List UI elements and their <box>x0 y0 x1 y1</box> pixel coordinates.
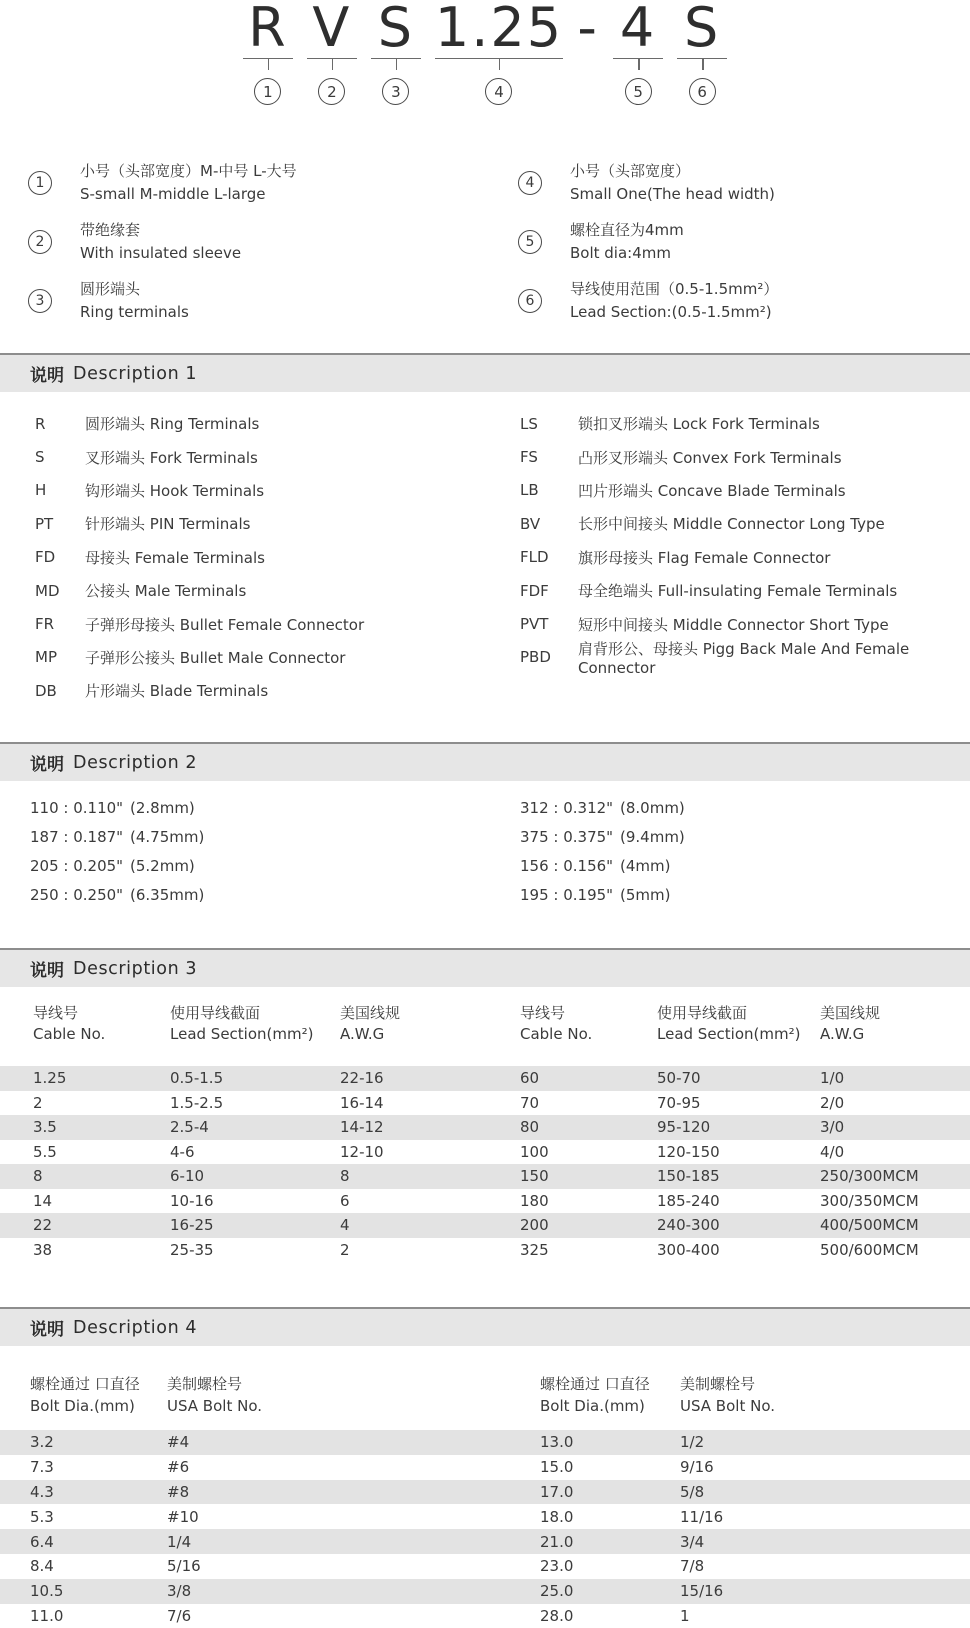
table-row <box>0 1189 970 1214</box>
column-header <box>167 1373 540 1417</box>
header-en: Cable No. <box>33 1025 106 1043</box>
size-code: 205 : 0.205" <box>30 856 124 875</box>
size-code: 250 : 0.250" <box>30 885 124 904</box>
cell: 240-300 <box>657 1216 720 1235</box>
terminal-code: PBD <box>520 648 551 667</box>
cell: 70-95 <box>657 1093 701 1112</box>
cell: 8.4 <box>30 1557 54 1576</box>
cable-table-header <box>0 1003 970 1045</box>
column-header <box>820 1003 970 1045</box>
cell: 2.5-4 <box>170 1118 209 1137</box>
table-row <box>0 1238 970 1263</box>
cell: 60 <box>520 1069 540 1088</box>
cell: 4-6 <box>170 1142 195 1161</box>
section-title-zh: 说明 <box>30 755 64 775</box>
circled-number: 1 <box>28 171 52 195</box>
legend-text-en: With insulated sleeve <box>80 244 242 262</box>
cell: 6-10 <box>170 1167 205 1186</box>
table-row <box>0 1604 970 1628</box>
table-row <box>0 1140 970 1165</box>
title-segment <box>371 2 421 105</box>
list-item <box>35 507 485 540</box>
header-en: Cable No. <box>520 1025 593 1043</box>
header-zh: 美国线规 <box>820 1004 881 1022</box>
cell: 100 <box>520 1142 549 1161</box>
cell: 21.0 <box>540 1532 574 1551</box>
header-en: Lead Section(mm²) <box>170 1025 314 1043</box>
cell: 2/0 <box>820 1093 845 1112</box>
cell: 10.5 <box>30 1582 64 1601</box>
segment-char: S <box>683 0 721 59</box>
terminal-description: 旗形母接头 Flag Female Connector <box>578 548 831 567</box>
size-mm: (6.35mm) <box>130 885 205 904</box>
table-row <box>0 1430 970 1455</box>
legend-text-en: Bolt dia:4mm <box>570 244 671 262</box>
list-item <box>30 852 485 881</box>
legend-text-zh: 圆形端头 <box>80 280 141 298</box>
cell: 3/4 <box>680 1532 705 1551</box>
circled-number: 3 <box>382 78 409 105</box>
circled-number: 6 <box>689 78 716 105</box>
legend-text <box>80 160 297 206</box>
cell: 200 <box>520 1216 549 1235</box>
legend-text-zh: 小号（头部宽度）M-中号 L-大号 <box>80 162 297 180</box>
bolt-table-header <box>0 1373 970 1417</box>
list-item <box>520 639 970 677</box>
cell: 7/6 <box>167 1606 192 1625</box>
header-zh: 使用导线截面 <box>170 1004 261 1022</box>
header-zh: 螺栓通过 口直径 <box>540 1375 650 1393</box>
circled-number: 2 <box>28 230 52 254</box>
table-row <box>0 1504 970 1529</box>
cell: 2 <box>33 1093 43 1112</box>
table-row <box>0 1164 970 1189</box>
title-segment <box>677 2 727 105</box>
terminal-description: 钩形端头 Hook Terminals <box>85 481 265 500</box>
circled-number: 3 <box>28 289 52 313</box>
cell: #8 <box>167 1482 190 1501</box>
cell: 3.2 <box>30 1433 54 1452</box>
cell: 5.3 <box>30 1507 54 1526</box>
circled-number: 1 <box>254 78 281 105</box>
terminal-type-list-left <box>0 407 485 708</box>
size-mm: (5.2mm) <box>130 856 195 875</box>
cell: 300-400 <box>657 1240 720 1259</box>
column-header <box>340 1003 520 1045</box>
table-row <box>0 1579 970 1604</box>
list-item <box>520 440 970 473</box>
terminal-description: 长形中间接头 Middle Connector Long Type <box>578 515 885 534</box>
cell: 120-150 <box>657 1142 720 1161</box>
cell: 22-16 <box>340 1069 384 1088</box>
list-item <box>35 440 485 473</box>
legend-text <box>80 278 189 324</box>
section-band-description-4 <box>0 1307 970 1346</box>
column-header <box>657 1003 820 1045</box>
legend-item <box>518 278 970 324</box>
list-item <box>35 641 485 674</box>
header-zh: 美制螺栓号 <box>167 1375 243 1393</box>
cell: 7.3 <box>30 1458 54 1477</box>
list-item <box>30 880 485 909</box>
legend-text-en: Small One(The head width) <box>570 185 775 203</box>
cell: 25.0 <box>540 1582 574 1601</box>
cell: 1 <box>680 1606 690 1625</box>
header-en: Bolt Dia.(mm) <box>540 1397 645 1415</box>
cell: 12-10 <box>340 1142 384 1161</box>
cell: 1/4 <box>167 1532 192 1551</box>
column-header <box>540 1373 680 1417</box>
segment-char: 1.25 <box>434 0 564 59</box>
cell: #6 <box>167 1458 190 1477</box>
cell: 10-16 <box>170 1191 214 1210</box>
header-zh: 导线号 <box>33 1004 79 1022</box>
title-segment <box>613 2 663 105</box>
list-item <box>520 880 970 909</box>
cell: 13.0 <box>540 1433 574 1452</box>
cell: 5/16 <box>167 1557 201 1576</box>
list-item <box>520 852 970 881</box>
bolt-table-body <box>0 1430 970 1628</box>
cell: 185-240 <box>657 1191 720 1210</box>
legend-text-zh: 小号（头部宽度） <box>570 162 691 180</box>
size-list-left <box>0 794 485 909</box>
cell: 2 <box>340 1240 350 1259</box>
section-title-en: Description 2 <box>73 752 198 773</box>
legend-item <box>28 160 485 206</box>
table-row <box>0 1091 970 1116</box>
cell: 150 <box>520 1167 549 1186</box>
terminal-description: 锁扣叉形端头 Lock Fork Terminals <box>578 415 820 434</box>
cell: 15/16 <box>680 1582 724 1601</box>
cell: 1/0 <box>820 1069 845 1088</box>
legend-item <box>28 278 485 324</box>
pointer-line <box>677 58 727 70</box>
segment-char: 4 <box>619 0 657 59</box>
list-item <box>35 674 485 707</box>
legend-text <box>570 278 778 324</box>
cell: 38 <box>33 1240 53 1259</box>
pointer-line <box>371 58 421 70</box>
circled-number: 2 <box>318 78 345 105</box>
terminal-code: PT <box>35 514 54 533</box>
terminal-description: 子弹形母接头 Bullet Female Connector <box>85 615 365 634</box>
list-item <box>30 794 485 823</box>
cell: 7/8 <box>680 1557 705 1576</box>
title-segment <box>307 2 357 105</box>
size-mm: (5mm) <box>620 885 671 904</box>
cell: 14-12 <box>340 1118 384 1137</box>
section-band-description-2 <box>0 742 970 781</box>
list-item <box>520 507 970 540</box>
terminal-description: 公接头 Male Terminals <box>85 582 247 601</box>
size-code: 156 : 0.156" <box>520 856 614 875</box>
cell: 28.0 <box>540 1606 574 1625</box>
pointer-line <box>613 58 663 70</box>
size-code: 110 : 0.110" <box>30 799 124 818</box>
title-segment-dash <box>577 0 599 59</box>
title-segment <box>435 2 563 105</box>
terminal-description: 叉形端头 Fork Terminals <box>85 448 258 467</box>
section-title-zh: 说明 <box>30 366 64 386</box>
table-row <box>0 1480 970 1505</box>
terminal-code: FDF <box>520 581 549 600</box>
legend-text-en: S-small M-middle L-large <box>80 185 266 203</box>
size-code-lists <box>0 794 970 909</box>
header-zh: 使用导线截面 <box>657 1004 748 1022</box>
terminal-description: 针形端头 PIN Terminals <box>85 515 251 534</box>
size-list-right <box>485 794 970 909</box>
cell: 16-25 <box>170 1216 214 1235</box>
cell: 95-120 <box>657 1118 711 1137</box>
cell: 1/2 <box>680 1433 705 1452</box>
column-header <box>520 1003 657 1045</box>
size-mm: (9.4mm) <box>620 828 685 847</box>
pointer-line <box>435 58 563 70</box>
terminal-code: LS <box>520 414 538 433</box>
list-item <box>520 823 970 852</box>
terminal-description: 片形端头 Blade Terminals <box>85 682 269 701</box>
list-item <box>35 574 485 607</box>
legend-left-column <box>0 160 485 324</box>
terminal-type-list-right <box>485 407 970 708</box>
header-en: A.W.G <box>820 1025 865 1043</box>
table-row <box>0 1529 970 1554</box>
circled-number: 5 <box>518 230 542 254</box>
column-header <box>33 1003 170 1045</box>
terminal-description: 短形中间接头 Middle Connector Short Type <box>578 615 889 634</box>
cell: 1.5-2.5 <box>170 1093 224 1112</box>
section-title-zh: 说明 <box>30 961 64 981</box>
cell: 325 <box>520 1240 549 1259</box>
cell: 0.5-1.5 <box>170 1069 224 1088</box>
segment-char: S <box>377 0 415 59</box>
legend-text-zh: 带绝缘套 <box>80 221 141 239</box>
pointer-line <box>307 58 357 70</box>
header-en: USA Bolt No. <box>167 1397 262 1415</box>
table-row <box>0 1213 970 1238</box>
terminal-code: FR <box>35 615 55 634</box>
list-item <box>35 607 485 640</box>
section-band-description-3 <box>0 948 970 987</box>
list-item <box>520 607 970 640</box>
cell: 3/8 <box>167 1582 192 1601</box>
header-en: Bolt Dia.(mm) <box>30 1397 135 1415</box>
list-item <box>520 794 970 823</box>
segment-char: V <box>312 0 352 59</box>
terminal-code: FS <box>520 448 538 467</box>
cell: 70 <box>520 1093 540 1112</box>
cell: 23.0 <box>540 1557 574 1576</box>
header-en: A.W.G <box>340 1025 385 1043</box>
legend-text-zh: 导线使用范围（0.5-1.5mm²） <box>570 280 779 298</box>
terminal-code: FLD <box>520 548 549 567</box>
legend-item <box>518 160 970 206</box>
segment-char: R <box>248 0 288 59</box>
cable-table-body <box>0 1066 970 1262</box>
terminal-type-lists <box>0 407 970 708</box>
terminal-description: 母全绝端头 Full-insulating Female Terminals <box>578 582 898 601</box>
cell: 22 <box>33 1216 53 1235</box>
circled-number: 5 <box>625 78 652 105</box>
terminal-code: MD <box>35 581 60 600</box>
table-row <box>0 1455 970 1480</box>
section-title-en: Description 1 <box>73 363 198 384</box>
legend-text <box>570 219 684 265</box>
cell: 9/16 <box>680 1458 714 1477</box>
list-item <box>30 823 485 852</box>
cell: 3.5 <box>33 1118 57 1137</box>
size-mm: (4mm) <box>620 856 671 875</box>
cell: 8 <box>33 1167 43 1186</box>
cell: 8 <box>340 1167 350 1186</box>
legend-text-en: Ring terminals <box>80 303 189 321</box>
terminal-description: 凹片形端头 Concave Blade Terminals <box>578 481 846 500</box>
table-row <box>0 1554 970 1579</box>
cell: 4 <box>340 1216 350 1235</box>
cell: 15.0 <box>540 1458 574 1477</box>
terminal-description: 母接头 Female Terminals <box>85 548 265 567</box>
cell: 5/8 <box>680 1482 705 1501</box>
cell: 500/600MCM <box>820 1240 919 1259</box>
list-item <box>35 474 485 507</box>
circled-number: 4 <box>518 171 542 195</box>
cell: 50-70 <box>657 1069 701 1088</box>
section-title-zh: 说明 <box>30 1320 64 1340</box>
cell: 3/0 <box>820 1118 845 1137</box>
table-row <box>0 1066 970 1091</box>
legend <box>0 160 970 324</box>
terminal-code: S <box>35 448 45 467</box>
terminal-description: 肩背形公、母接头 Pigg Back Male And Female Connector <box>578 639 910 677</box>
circled-number: 6 <box>518 289 542 313</box>
section-title-en: Description 4 <box>73 1317 198 1338</box>
legend-text <box>80 219 241 265</box>
cell: 4.3 <box>30 1482 54 1501</box>
title-segment <box>243 2 293 105</box>
cell: 180 <box>520 1191 549 1210</box>
size-mm: (4.75mm) <box>130 828 205 847</box>
header-zh: 导线号 <box>520 1004 566 1022</box>
size-code: 375 : 0.375" <box>520 828 614 847</box>
column-header <box>30 1373 167 1417</box>
pointer-line <box>243 58 293 70</box>
section-band-description-1 <box>0 353 970 392</box>
terminal-code: LB <box>520 481 539 500</box>
size-code: 195 : 0.195" <box>520 885 614 904</box>
section-title-en: Description 3 <box>73 958 198 979</box>
terminal-code: H <box>35 481 47 500</box>
circled-number: 4 <box>485 78 512 105</box>
legend-right-column <box>485 160 970 324</box>
size-code: 187 : 0.187" <box>30 828 124 847</box>
list-item <box>520 574 970 607</box>
cell: 16-14 <box>340 1093 384 1112</box>
cell: 11/16 <box>680 1507 724 1526</box>
size-mm: (2.8mm) <box>130 799 195 818</box>
part-number-title <box>0 2 970 105</box>
cell: 11.0 <box>30 1606 64 1625</box>
header-en: USA Bolt No. <box>680 1397 775 1415</box>
cell: 17.0 <box>540 1482 574 1501</box>
header-zh: 美国线规 <box>340 1004 401 1022</box>
size-mm: (8.0mm) <box>620 799 685 818</box>
list-item <box>35 541 485 574</box>
cell: 4/0 <box>820 1142 845 1161</box>
terminal-description: 圆形端头 Ring Terminals <box>85 415 260 434</box>
cell: 14 <box>33 1191 53 1210</box>
size-code: 312 : 0.312" <box>520 799 614 818</box>
header-en: Lead Section(mm²) <box>657 1025 801 1043</box>
cell: 18.0 <box>540 1507 574 1526</box>
legend-text-zh: 螺栓直径为4mm <box>570 221 684 239</box>
table-row <box>0 1115 970 1140</box>
terminal-code: PVT <box>520 615 549 634</box>
cell: 150-185 <box>657 1167 720 1186</box>
cell: 300/350MCM <box>820 1191 919 1210</box>
list-item <box>520 541 970 574</box>
column-header <box>170 1003 340 1045</box>
terminal-code: FD <box>35 548 56 567</box>
legend-text-en: Lead Section:(0.5-1.5mm²) <box>570 303 772 321</box>
column-header <box>680 1373 970 1417</box>
cell: 5.5 <box>33 1142 57 1161</box>
terminal-code: MP <box>35 648 57 667</box>
terminal-description: 子弹形公接头 Bullet Male Connector <box>85 648 346 667</box>
cell: 400/500MCM <box>820 1216 919 1235</box>
terminal-code: R <box>35 414 46 433</box>
cell: #10 <box>167 1507 199 1526</box>
cell: 6.4 <box>30 1532 54 1551</box>
segment-char: - <box>577 0 599 59</box>
cell: 80 <box>520 1118 540 1137</box>
terminal-code: BV <box>520 514 541 533</box>
cell: 1.25 <box>33 1069 67 1088</box>
cell: 6 <box>340 1191 350 1210</box>
list-item <box>520 474 970 507</box>
list-item <box>520 407 970 440</box>
cell: 250/300MCM <box>820 1167 919 1186</box>
legend-item <box>28 219 485 265</box>
header-zh: 螺栓通过 口直径 <box>30 1375 140 1393</box>
terminal-code: DB <box>35 681 57 700</box>
header-zh: 美制螺栓号 <box>680 1375 756 1393</box>
legend-item <box>518 219 970 265</box>
terminal-description: 凸形叉形端头 Convex Fork Terminals <box>578 448 842 467</box>
list-item <box>35 407 485 440</box>
cell: #4 <box>167 1433 190 1452</box>
cell: 25-35 <box>170 1240 214 1259</box>
legend-text <box>570 160 775 206</box>
